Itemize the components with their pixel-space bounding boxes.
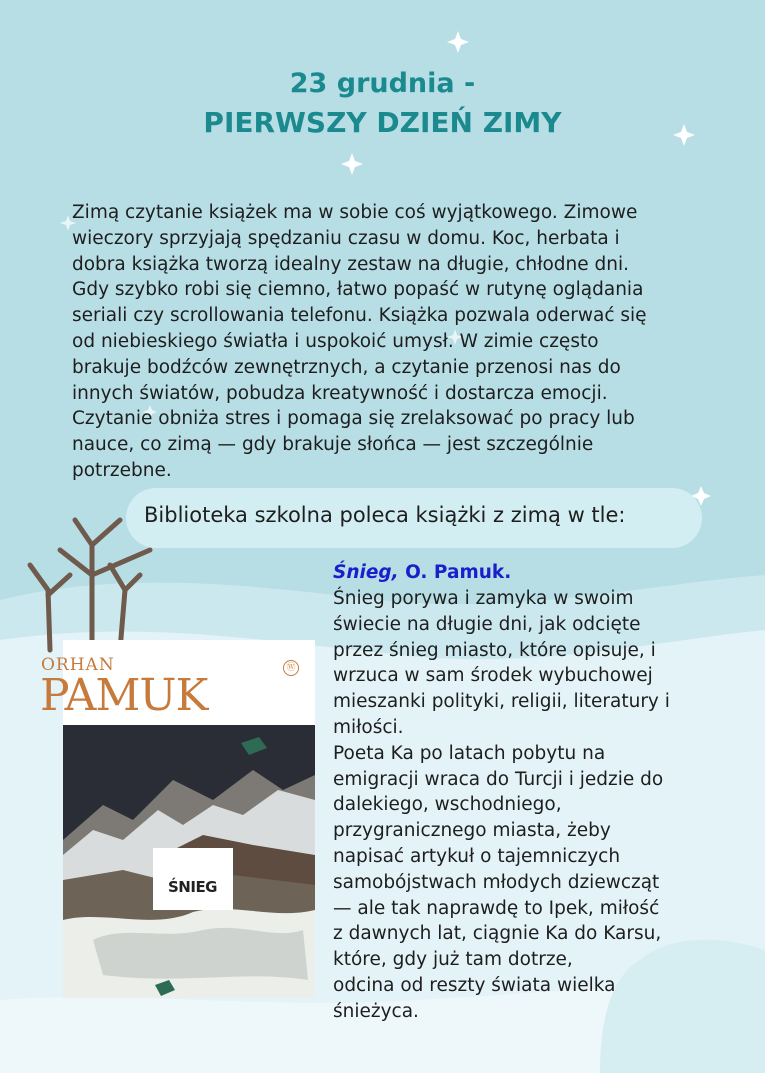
intro-paragraph	[72, 200, 712, 484]
description-line: świecie na długie dni, jak odcięte	[333, 613, 641, 635]
description-line: mieszanki polityki, religii, literatury i	[333, 691, 670, 713]
book-author: O. Pamuk.	[405, 562, 512, 583]
description-line: emigracji wraca do Turcji i jedzie do	[333, 768, 664, 790]
book-description	[333, 586, 705, 1025]
book-heading	[333, 562, 511, 583]
page-title: PIERWSZY DZIEŃ ZIMY	[203, 106, 562, 139]
publisher-logo-icon: Ⓦ	[283, 660, 299, 676]
description-line: które, gdy już tam dotrze,	[333, 949, 573, 971]
cover-author-last-name: PAMUK	[40, 670, 208, 721]
banner-text: Biblioteka szkolna poleca książki z zimą w tle:	[144, 503, 626, 527]
description-line: miłości.	[333, 716, 404, 738]
recommendation-banner	[126, 488, 702, 548]
description-line: Śnieg porywa i zamyka w swoim	[333, 588, 634, 609]
book-title: Śnieg,	[333, 562, 399, 583]
description-line: przez śnieg miasto, które opisuje, i	[333, 639, 656, 661]
intro-line: potrzebne.	[72, 459, 172, 481]
description-line: napisać artykuł o tajemniczych	[333, 845, 621, 867]
cover-author-first-name: ORHAN	[41, 655, 115, 675]
intro-line: dobra książka tworzą idealny zestaw na długie, chłodne dni.	[72, 253, 630, 275]
description-line: — ale tak naprawdę to Ipek, miłość	[333, 897, 660, 919]
intro-line: Gdy szybko robi się ciemno, łatwo popaść w rutynę oglądania	[72, 279, 644, 301]
description-line: Poeta Ka po latach pobytu na	[333, 742, 606, 764]
intro-line: od niebieskiego światła i uspokoić umysł. W zimie często	[72, 330, 599, 352]
description-line: odcina od reszty świata wielka	[333, 974, 616, 996]
description-line: przygranicznego miasta, żeby	[333, 820, 611, 842]
intro-line: brakuje bodźców zewnętrznych, a czytanie przenosi nas do	[72, 356, 621, 378]
cover-title: ŚNIEG	[168, 878, 217, 896]
description-line: z dawnych lat, ciągnie Ka do Karsu,	[333, 923, 662, 945]
intro-line: Czytanie obniża stres i pomaga się zrelaksować po pracy lub	[72, 408, 635, 430]
intro-line: innych światów, pobudza kreatywność i dostarcza emocji.	[72, 382, 608, 404]
intro-line: Zimą czytanie książek ma w sobie coś wyjątkowego. Zimowe	[72, 202, 638, 223]
page-title-date: 23 grudnia -	[289, 68, 476, 99]
description-line: dalekiego, wschodniego,	[333, 794, 562, 816]
description-line: wrzuca w sam środek wybuchowej	[333, 665, 653, 687]
intro-line: seriali czy scrollowania telefonu. Książka pozwala oderwać się	[72, 305, 647, 327]
intro-line: wieczory sprzyjają spędzaniu czasu w domu. Koc, herbata i	[72, 227, 620, 249]
description-line: samobójstwach młodych dziewcząt	[333, 871, 660, 893]
description-line: śnieżyca.	[333, 1000, 419, 1022]
intro-line: nauce, co zimą — gdy brakuje słońca — jest szczególnie	[72, 434, 594, 456]
